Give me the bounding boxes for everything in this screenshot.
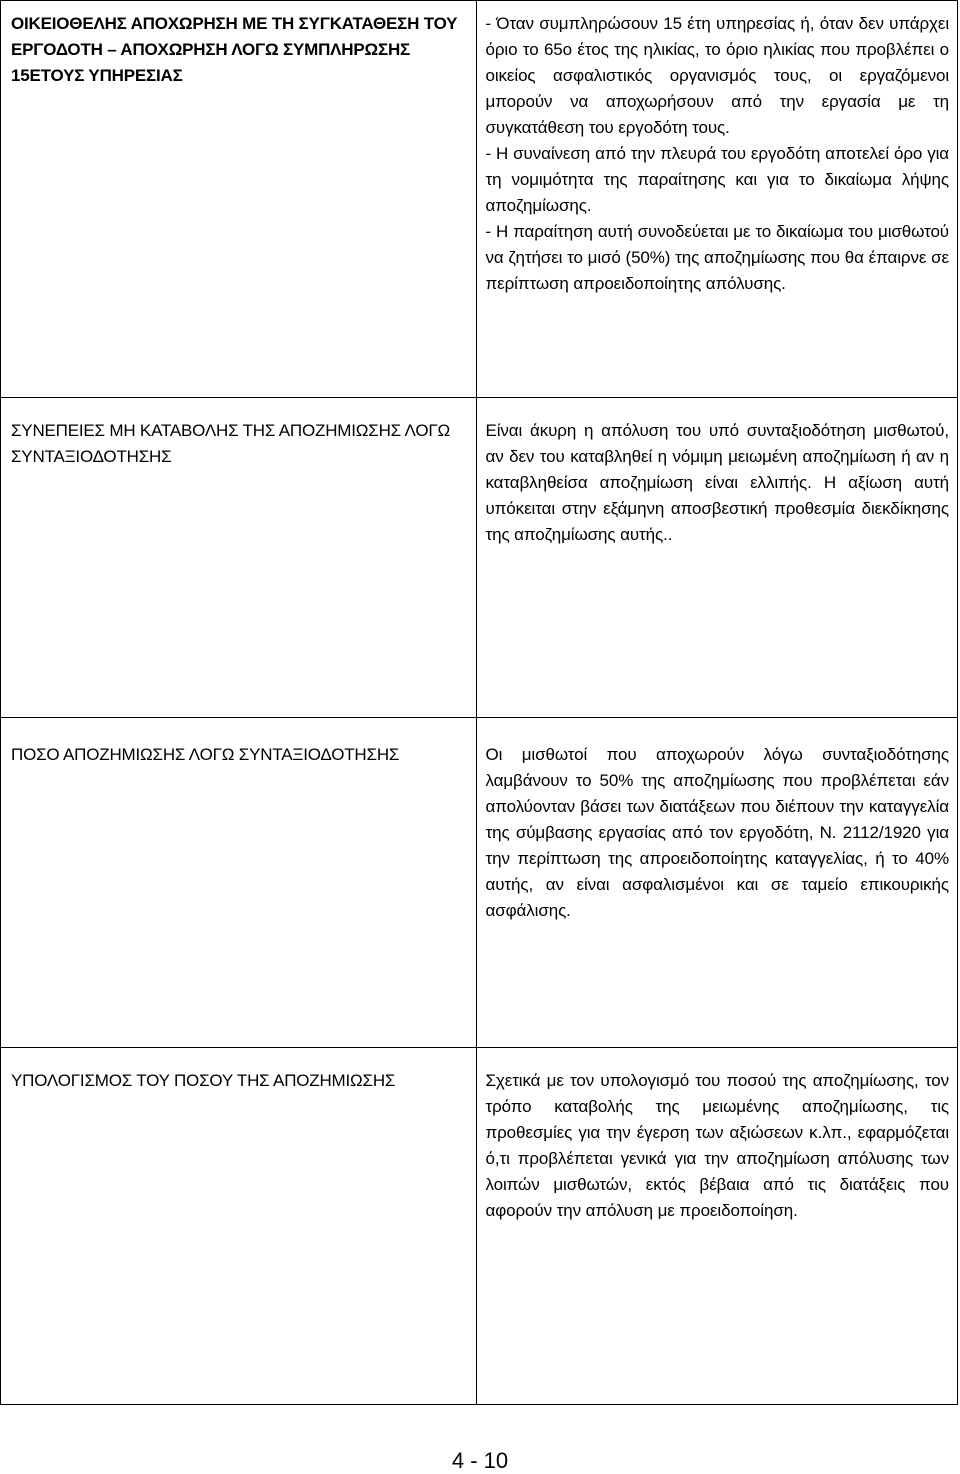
row-title: ΠΟΣΟ ΑΠΟΖΗΜΙΩΣΗΣ ΛΟΓΩ ΣΥΝΤΑΞΙΟΔΟΤΗΣΗΣ <box>11 745 400 764</box>
row-title: ΣΥΝΕΠΕΙΕΣ ΜΗ ΚΑΤΑΒΟΛΗΣ ΤΗΣ ΑΠΟΖΗΜΙΩΣΗΣ ΛΟΓΩ ΣΥΝΤΑΞΙΟΔΟΤΗΣΗΣ <box>11 421 451 466</box>
row-content <box>477 1 957 297</box>
paragraph: Οι μισθωτοί που αποχωρούν λόγω συνταξιοδότησης λαμβάνουν το 50% της αποζημίωσης που προβλέπεται εάν απολύονταν βάσει των διατάξεων που διέπουν την καταγγελία της σύμβασης εργασίας από τον εργοδότη, Ν. 2112/1920 για την περίπτωση της απροειδοποίητης καταγγελίας, ή το 40% αυτής, αν είναι ασφαλισμένοι και σε ταμείο επικουρικής ασφάλισης. <box>485 745 949 920</box>
row-title-cell <box>1 1048 477 1405</box>
table-row <box>1 718 958 1048</box>
page-number <box>0 1448 960 1474</box>
row-content-cell <box>477 1 958 398</box>
row-content <box>477 718 957 924</box>
row-title-cell <box>1 1 477 398</box>
paragraph: - Όταν συμπληρώσουν 15 έτη υπηρεσίας ή, όταν δεν υπάρχει όριο το 65ο έτος της ηλικίας, το όριο ηλικίας που προβλέπει ο οικείος ασφαλιστικός οργανισμός τους, οι εργαζόμενοι μπορούν να αποχωρήσουν από την εργασία με τη συγκατάθεση του εργοδότη τους. <box>485 14 949 137</box>
page-number-label: 4 - 10 <box>451 1448 509 1473</box>
row-content-cell <box>477 1048 958 1405</box>
table-row <box>1 1 958 398</box>
row-content-cell <box>477 398 958 718</box>
paragraph: Είναι άκυρη η απόλυση του υπό συνταξιοδότηση μισθωτού, αν δεν του καταβληθεί η νόμιμη μειωμένη αποζημίωση ή αν η καταβληθείσα αποζημίωση είναι ελλιπής. Η αξίωση αυτή υπόκειται στην εξάμηνη αποσβεστική προθεσμία διεκδίκησης της αποζημίωσης αυτής.. <box>485 421 949 544</box>
paragraph: - Η συναίνεση από την πλευρά του εργοδότη αποτελεί όρο για τη νομιμότητα της παραίτησης και για το δικαίωμα λήψης αποζημίωσης. <box>485 144 949 215</box>
table-row <box>1 398 958 718</box>
row-title-cell <box>1 398 477 718</box>
table-row <box>1 1048 958 1405</box>
row-title: ΥΠΟΛΟΓΙΣΜΟΣ ΤΟΥ ΠΟΣΟΥ ΤΗΣ ΑΠΟΖΗΜΙΩΣΗΣ <box>11 1071 396 1090</box>
paragraph: - Η παραίτηση αυτή συνοδεύεται με το δικαίωμα του μισθωτού να ζητήσει το μισό (50%) της αποζημίωσης που θα έπαιρνε σε περίπτωση απροειδοποίητης απόλυσης. <box>485 222 949 293</box>
row-content-cell <box>477 718 958 1048</box>
row-content <box>477 1048 957 1224</box>
row-title: ΟΙΚΕΙΟΘΕΛΗΣ ΑΠΟΧΩΡΗΣΗ ΜΕ ΤΗ ΣΥΓΚΑΤΑΘΕΣΗ ΤΟΥ ΕΡΓΟΔΟΤΗ – ΑΠΟΧΩΡΗΣΗ ΛΟΓΩ ΣΥΜΠΛΗΡΩΣΗΣ 15ΕΤΟΥΣ ΥΠΗΡΕΣΙΑΣ <box>11 14 458 85</box>
row-content <box>477 398 957 548</box>
row-title-cell <box>1 718 477 1048</box>
paragraph: Σχετικά με τον υπολογισμό του ποσού της αποζημίωσης, τον τρόπο καταβολής της μειωμένης αποζημίωσης, τις προθεσμίες για την έγερση των αξιώσεων κ.λπ., εφαρμόζεται ό,τι προβλέπεται γενικά για την αποζημίωση απόλυσης των λοιπών μισθωτών, εκτός βέβαια από τις διατάξεις που αφορούν την απόλυση με προειδοποίηση. <box>485 1071 949 1220</box>
